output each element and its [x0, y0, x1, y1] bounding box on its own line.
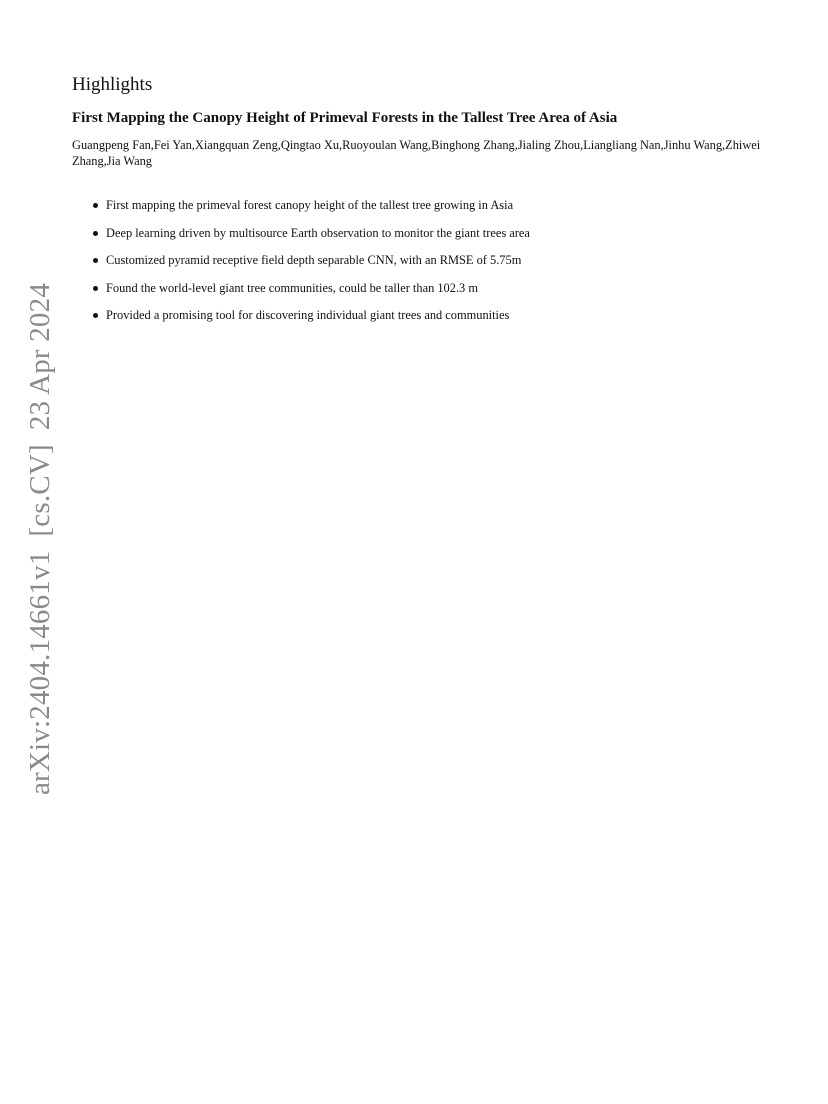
highlight-item: [90, 280, 770, 296]
bullet-icon: [93, 258, 98, 263]
highlight-item: [90, 225, 770, 241]
highlight-text: Customized pyramid receptive field depth separable CNN, with an RMSE of 5.75m: [106, 253, 522, 268]
bullet-icon: [93, 313, 98, 318]
highlight-text: Provided a promising tool for discovering individual giant trees and communities: [106, 308, 510, 323]
arxiv-stamp: [24, 283, 56, 795]
highlights-heading: Highlights: [72, 74, 153, 95]
bullet-icon: [93, 231, 98, 236]
arxiv-date: 23 Apr 2024: [24, 282, 56, 431]
highlight-text: Found the world-level giant tree communities, could be taller than 102.3 m: [106, 280, 478, 295]
bullet-icon: [93, 203, 98, 208]
highlights-list: [90, 197, 770, 335]
highlight-text: First mapping the primeval forest canopy height of the tallest tree growing in Asia: [106, 198, 514, 212]
highlight-item: [90, 307, 770, 323]
bullet-icon: [93, 286, 98, 291]
arxiv-identifier: arXiv:2404.14661v1: [24, 550, 56, 796]
author-list: Guangpeng Fan,Fei Yan,Xiangquan Zeng,Qingtao Xu,Ruoyoulan Wang,Binghong Zhang,Jialing Zhou,Liangliang Nan,Jinhu Wang,Zhiwei Zhang,Jia Wang: [72, 138, 761, 168]
highlight-item: [90, 197, 770, 213]
highlight-item: [90, 252, 770, 268]
arxiv-category: [cs.CV]: [24, 444, 56, 537]
paper-title: First Mapping the Canopy Height of Primeval Forests in the Tallest Tree Area of Asia: [72, 110, 618, 126]
highlight-text: Deep learning driven by multisource Earth observation to monitor the giant trees area: [106, 225, 530, 240]
